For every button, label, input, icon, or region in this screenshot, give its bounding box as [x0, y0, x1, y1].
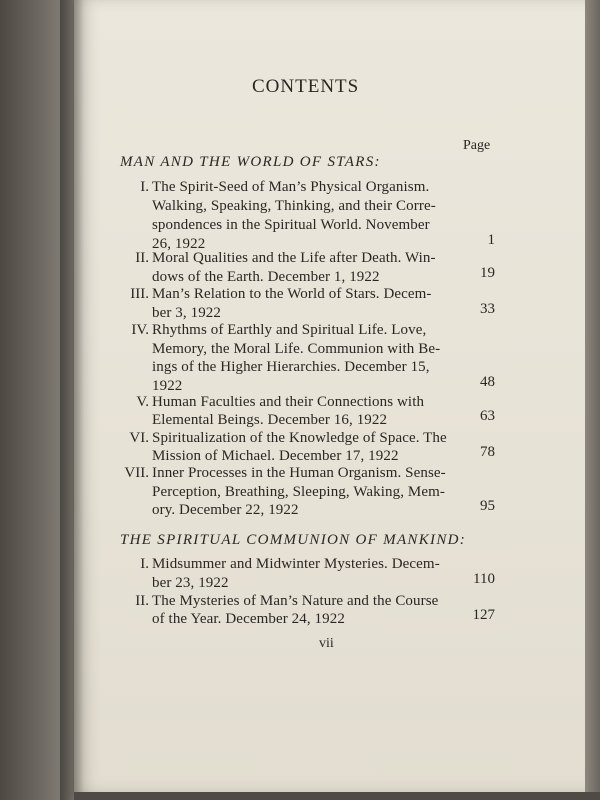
bottom-edge — [74, 792, 600, 800]
entry-line: Walking, Speaking, Thinking, and their Corre- — [152, 198, 436, 214]
entry-page-number: 33 — [480, 301, 495, 317]
page-title: CONTENTS — [252, 76, 360, 97]
entry-page-number: 1 — [487, 232, 495, 248]
entry-number: I. — [140, 179, 149, 195]
section-heading: MAN AND THE WORLD OF STARS: — [120, 154, 381, 170]
entry-line: Midsummer and Midwinter Mysteries. Decem- — [152, 556, 440, 572]
section-heading: THE SPIRITUAL COMMUNION OF MANKIND: — [120, 532, 467, 548]
entry-page-number: 19 — [480, 265, 495, 281]
entry-line: Rhythms of Earthly and Spiritual Life. Love, — [152, 322, 427, 338]
entry-number: II. — [135, 593, 149, 609]
entry-page-number: 78 — [480, 444, 495, 460]
entry-line: ber 23, 1922 — [152, 575, 229, 591]
entry-page-number: 63 — [480, 408, 495, 424]
entry-line: Elemental Beings. December 16, 1922 — [152, 412, 388, 428]
page-stack-edge — [585, 0, 600, 800]
entry-number: IV. — [131, 322, 149, 338]
entry-line: 26, 1922 — [152, 236, 206, 252]
entry-line: Spiritualization of the Knowledge of Space. The — [152, 430, 447, 446]
entry-line: ings of the Higher Hierarchies. December 15, — [152, 359, 430, 375]
entry-number: V. — [136, 394, 149, 410]
entry-number: II. — [135, 250, 149, 266]
entry-page-number: 127 — [472, 607, 495, 623]
entry-page-number: 95 — [480, 498, 495, 514]
page-column-header: Page — [463, 138, 491, 153]
entry-line: Inner Processes in the Human Organism. Sense- — [152, 465, 446, 481]
entry-line: Man’s Relation to the World of Stars. Decem- — [152, 286, 432, 302]
entry-line: of the Year. December 24, 1922 — [152, 611, 345, 627]
folio-number: vii — [319, 636, 334, 651]
entry-number: I. — [140, 556, 149, 572]
spine-shadow — [60, 0, 84, 800]
entry-number: VII. — [124, 465, 149, 481]
entry-line: Moral Qualities and the Life after Death. Win- — [152, 250, 436, 266]
entry-line: Memory, the Moral Life. Communion with Be- — [152, 341, 441, 357]
entry-line: The Spirit-Seed of Man’s Physical Organism. — [152, 179, 430, 195]
entry-line: Perception, Breathing, Sleeping, Waking, Mem- — [152, 484, 445, 500]
entry-line: Human Faculties and their Connections with — [152, 394, 425, 410]
entry-line: ory. December 22, 1922 — [152, 502, 299, 518]
entry-line: ber 3, 1922 — [152, 305, 222, 321]
entry-line: Mission of Michael. December 17, 1922 — [152, 448, 399, 464]
entry-number: III. — [130, 286, 149, 302]
entry-page-number: 110 — [473, 571, 495, 587]
entry-line: dows of the Earth. December 1, 1922 — [152, 269, 380, 285]
entry-number: VI. — [129, 430, 149, 446]
entry-line: spondences in the Spiritual World. November — [152, 217, 430, 233]
entry-line: The Mysteries of Man’s Nature and the Course — [152, 593, 439, 609]
entry-page-number: 48 — [480, 374, 495, 390]
entry-line: 1922 — [152, 378, 183, 394]
